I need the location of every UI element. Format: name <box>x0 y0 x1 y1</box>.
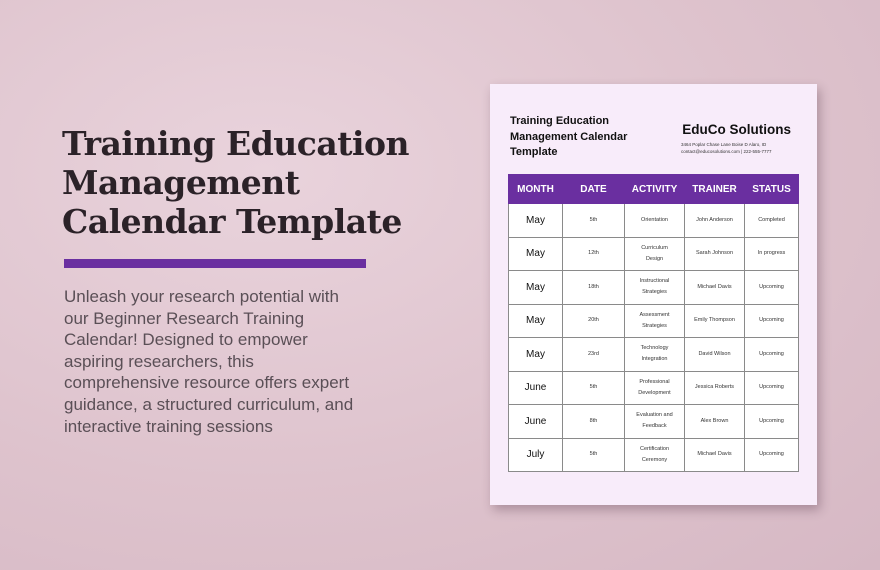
document-title: Training Education Management Calendar Template <box>510 115 628 158</box>
cell-date: 12th <box>563 237 625 271</box>
cell-date: 23rd <box>563 338 625 372</box>
cell-date: 20th <box>563 304 625 338</box>
cell-status: In progress <box>745 237 799 271</box>
page-title: Training Education Management Calendar Template <box>62 124 410 241</box>
cell-trainer: David Wilson <box>685 338 745 372</box>
cell-trainer: Michael Davis <box>685 271 745 305</box>
activity-line: Feedback <box>642 423 667 430</box>
header-month: MONTH <box>509 175 563 204</box>
activity-line: Professional <box>639 378 670 385</box>
cell-trainer: Emily Thompson <box>685 304 745 338</box>
cell-activity <box>625 271 685 305</box>
cell-activity <box>625 237 685 271</box>
cell-trainer: Alex Brown <box>685 405 745 439</box>
cell-trainer: Sarah Johnson <box>685 237 745 271</box>
cell-status: Completed <box>745 204 799 238</box>
cell-status: Upcoming <box>745 271 799 305</box>
cell-activity <box>625 304 685 338</box>
cell-date: 5th <box>563 438 625 472</box>
cell-activity <box>625 405 685 439</box>
activity-line: Assessment <box>639 311 670 318</box>
cell-date: 8th <box>563 405 625 439</box>
cell-status: Upcoming <box>745 338 799 372</box>
table-row <box>509 304 799 338</box>
cell-trainer: Michael Davis <box>685 438 745 472</box>
company-contact-block <box>681 141 791 155</box>
cell-status: Upcoming <box>745 304 799 338</box>
cell-activity <box>625 338 685 372</box>
activity-line: Development <box>638 389 671 396</box>
cell-date: 5th <box>563 371 625 405</box>
table-row <box>509 371 799 405</box>
cell-activity <box>625 438 685 472</box>
cell-status: Upcoming <box>745 405 799 439</box>
cell-month: May <box>509 338 563 372</box>
cell-date: 5th <box>563 204 625 238</box>
page-description: Unleash your research potential with our Beginner Research Training Calendar! Designed to empower aspiring researchers, this comprehensive resource offers expert guidance, a structured curriculum, and interactive training sessions <box>64 287 354 436</box>
company-address: 3464 Poplar Chase Lane Boise D Alaro, ID <box>681 142 767 147</box>
calendar-table-body <box>509 204 799 472</box>
activity-line: Strategies <box>642 322 667 329</box>
cell-month: June <box>509 405 563 439</box>
table-row <box>509 204 799 238</box>
table-header-row <box>509 175 799 204</box>
table-row <box>509 271 799 305</box>
header-activity: ACTIVITY <box>625 175 685 204</box>
activity-line: Ceremony <box>641 456 668 463</box>
activity-line: Curriculum <box>641 244 668 251</box>
table-row <box>509 338 799 372</box>
activity-line: Instructional <box>639 278 670 285</box>
template-preview-sheet <box>490 84 817 505</box>
header-status: STATUS <box>745 175 799 204</box>
activity-line: Orientation <box>641 216 668 223</box>
table-row <box>509 438 799 472</box>
cell-trainer: John Anderson <box>685 204 745 238</box>
activity-line: Technology <box>640 345 669 352</box>
cell-month: May <box>509 204 563 238</box>
cell-month: May <box>509 304 563 338</box>
table-row <box>509 237 799 271</box>
activity-line: Strategies <box>642 289 667 296</box>
activity-line: Integration <box>641 356 668 363</box>
activity-line: Certification <box>639 445 670 452</box>
calendar-table <box>508 174 799 472</box>
header-date: DATE <box>563 175 625 204</box>
activity-line: Evaluation and <box>636 412 673 419</box>
company-contact: contact@educosolutions.com | 222-555-7777 <box>681 149 772 154</box>
cell-month: May <box>509 271 563 305</box>
activity-line: Design <box>645 255 664 262</box>
cell-trainer: Jessica Roberts <box>685 371 745 405</box>
company-name: EduCo Solutions <box>682 122 791 137</box>
accent-divider <box>64 259 366 268</box>
cell-month: May <box>509 237 563 271</box>
cell-status: Upcoming <box>745 438 799 472</box>
header-trainer: TRAINER <box>685 175 745 204</box>
cell-date: 18th <box>563 271 625 305</box>
table-row <box>509 405 799 439</box>
cell-month: June <box>509 371 563 405</box>
cell-activity <box>625 204 685 238</box>
cell-activity <box>625 371 685 405</box>
cell-status: Upcoming <box>745 371 799 405</box>
cell-month: July <box>509 438 563 472</box>
